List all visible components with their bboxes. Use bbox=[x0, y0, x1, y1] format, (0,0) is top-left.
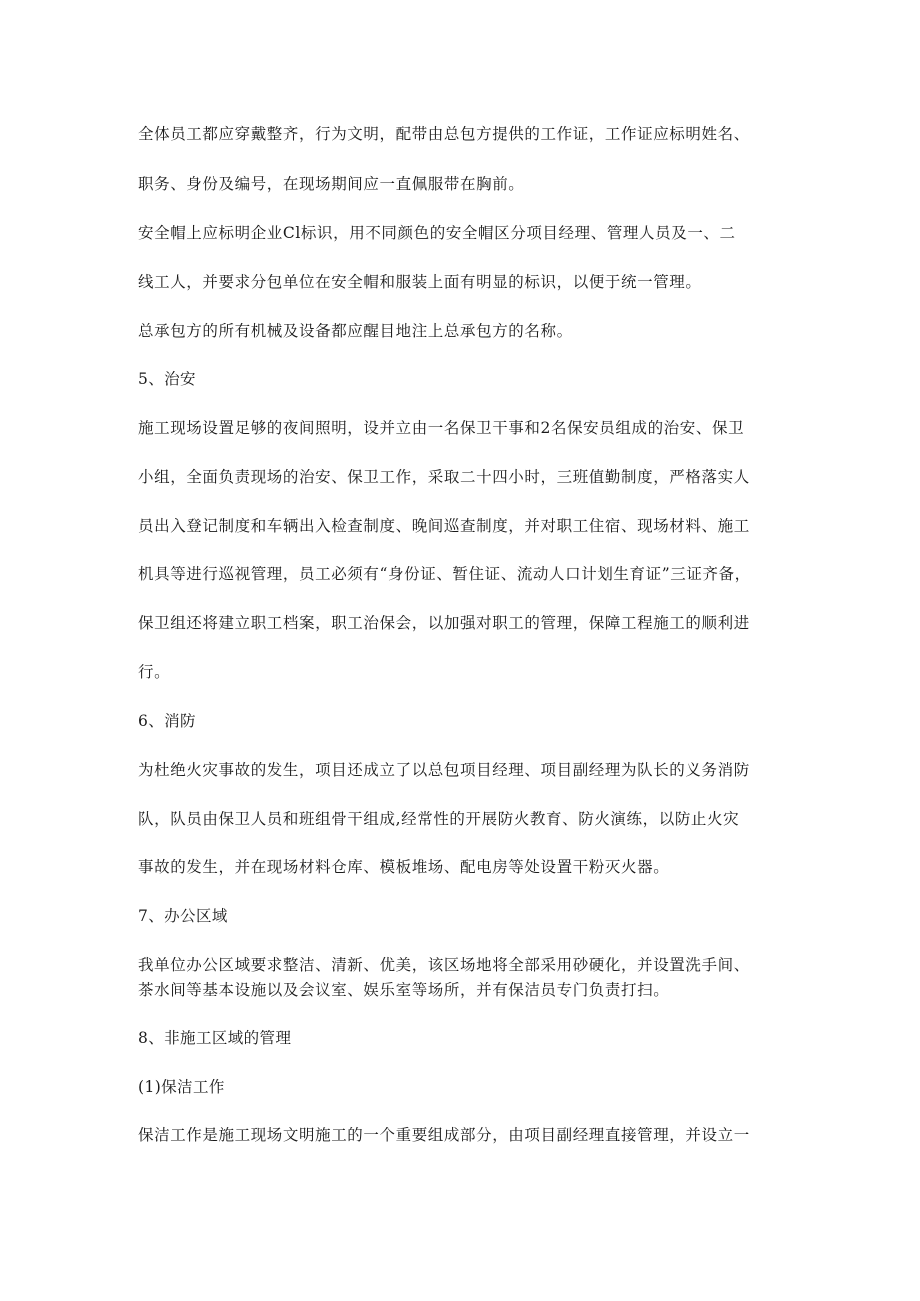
paragraph-line: 总承包方的所有机械及设备都应醒目地注上总承包方的名称。 bbox=[138, 322, 573, 340]
paragraph-line: 队，队员由保卫人员和班组骨干组成,经常性的开展防火教育、防火演练，以防止火灾 bbox=[138, 810, 740, 828]
section-heading-office: 7、办公区域 bbox=[138, 907, 228, 925]
paragraph-line: 员出入登记制度和车辆出入检查制度、晚间巡查制度，并对职工住宿、现场材料、施工 bbox=[138, 517, 750, 535]
paragraph-line: 保洁工作是施工现场文明施工的一个重要组成部分，由项目副经理直接管理，并设立一 bbox=[138, 1126, 750, 1144]
paragraph-line: 职务、身份及编号，在现场期间应一直佩服带在胸前。 bbox=[138, 175, 525, 193]
section-heading-non-construction: 8、非施工区域的管理 bbox=[138, 1029, 292, 1047]
paragraph-line: 为杜绝火灾事故的发生，项目还成立了以总包项目经理、项目副经理为队长的义务消防 bbox=[138, 761, 750, 779]
paragraph-line: 保卫组还将建立职工档案，职工治保会，以加强对职工的管理，保障工程施工的顺利进 bbox=[138, 614, 750, 632]
subsection-heading-cleaning: (1)保洁工作 bbox=[138, 1078, 225, 1096]
paragraph-line: 施工现场设置足够的夜间照明，设并立由一名保卫干事和2名保安员组成的治安、保卫 bbox=[138, 419, 745, 437]
paragraph-line: 行。 bbox=[138, 663, 171, 681]
paragraph-line: 机具等进行巡视管理，员工必须有“身份证、暂住证、流动人口计划生育证”三证齐备， bbox=[138, 565, 751, 583]
section-heading-security: 5、治安 bbox=[138, 370, 196, 388]
paragraph-line: 事故的发生，并在现场材料仓库、模板堆场、配电房等处设置干粉灭火器。 bbox=[138, 858, 670, 876]
paragraph-line: 安全帽上应标明企业Cl标识，用不同颜色的安全帽区分项目经理、管理人员及一、二 bbox=[138, 224, 736, 242]
paragraph-line: 茶水间等基本设施以及会议室、娱乐室等场所，并有保洁员专门负责打扫。 bbox=[138, 981, 670, 999]
paragraph-line: 我单位办公区域要求整洁、清新、优美，该区场地将全部采用砂硬化，并设置洗手间、 bbox=[138, 956, 750, 974]
paragraph-line: 线工人，并要求分包单位在安全帽和服装上面有明显的标识，以便于统一管理。 bbox=[138, 273, 702, 291]
paragraph-line: 全体员工都应穿戴整齐，行为文明，配带由总包方提供的工作证，工作证应标明姓名、 bbox=[138, 125, 750, 143]
paragraph-line: 小组，全面负责现场的治安、保卫工作，采取二十四小时，三班值勤制度，严格落实人 bbox=[138, 468, 750, 486]
section-heading-fire: 6、消防 bbox=[138, 712, 196, 730]
